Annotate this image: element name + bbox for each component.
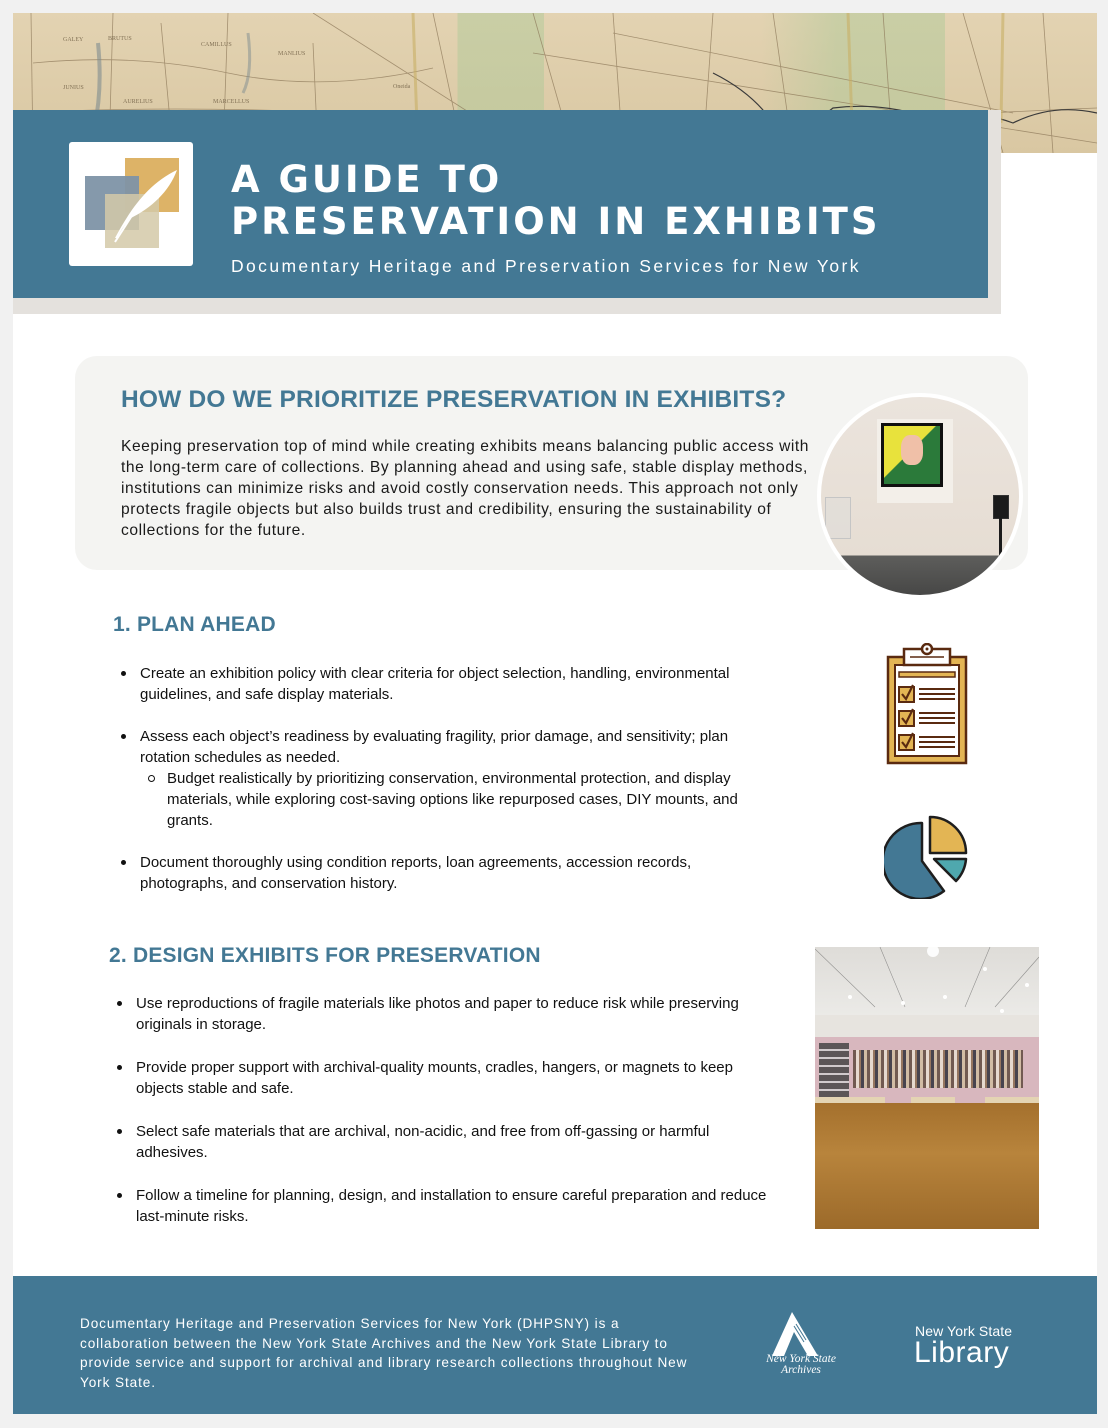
svg-text:GALEY: GALEY — [63, 37, 84, 43]
svg-text:BRUTUS: BRUTUS — [108, 36, 132, 42]
gallery-painting-photo — [817, 393, 1023, 599]
clipboard-checklist-icon — [886, 643, 968, 765]
footer — [13, 1276, 1097, 1414]
document-page — [13, 13, 1097, 1414]
svg-text:MANLIUS: MANLIUS — [278, 51, 306, 57]
pie-chart-icon — [884, 815, 968, 899]
bullet-dot-icon — [121, 860, 126, 865]
new-york-state-archives-logo-icon — [758, 1310, 844, 1388]
list-item: Assess each object’s readiness by evaluating fragility, prior damage, and sensitivity; plan rotation schedules as needed. — [140, 726, 780, 768]
exhibit-hall-photo — [815, 947, 1039, 1229]
title-line-1: A GUIDE TO — [231, 158, 503, 201]
bullet-dot-icon — [121, 671, 126, 676]
archives-logo-caption: New York State Archives — [766, 1353, 836, 1376]
plan-ahead-list — [140, 663, 780, 894]
svg-text:Oneida: Oneida — [393, 84, 411, 90]
header-banner — [13, 110, 988, 298]
intro-body: Keeping preservation top of mind while creating exhibits means balancing public access with the long-term care of collections. By planning ahead and using safe, stable display methods, institutions can minimize risks and avoid costly conservation needs. This approach not only protects fragile objects but also builds trust and credibility, ensuring the sustainability of collections for the future. — [121, 438, 810, 539]
bullet-dot-icon — [117, 1065, 122, 1070]
list-item: Create an exhibition policy with clear criteria for object selection, handling, environmental guidelines, and safe display materials. — [140, 663, 780, 705]
header-subtitle: Documentary Heritage and Preservation Services for New York — [231, 256, 861, 276]
bullet-dot-icon — [117, 1129, 122, 1134]
svg-text:JUNIUS: JUNIUS — [63, 85, 84, 91]
footer-description: Documentary Heritage and Preservation Services for New York (DHPSNY) is a collaboration between the New York State Archives and the New York State Library to provide service and support for archival and library research collections throughout New York State. — [80, 1316, 688, 1390]
bullet-dot-icon — [121, 734, 126, 739]
design-exhibits-list — [136, 993, 781, 1227]
intro-title: HOW DO WE PRIORITIZE PRESERVATION IN EXHIBITS? — [121, 386, 787, 413]
svg-text:AURELIUS: AURELIUS — [123, 99, 153, 105]
library-logo-small: New York State — [915, 1323, 1013, 1339]
svg-text:MARCELLUS: MARCELLUS — [213, 99, 250, 105]
bullet-dot-icon — [117, 1193, 122, 1198]
list-subitem: Budget realistically by prioritizing conservation, environmental protection, and display materials, while exploring cost-saving options like repurposed cases, DIY mounts, and grants. — [167, 768, 767, 831]
list-item: Provide proper support with archival-quality mounts, cradles, hangers, or magnets to keep objects stable and safe. — [136, 1057, 781, 1099]
section-heading-design-exhibits: 2. DESIGN EXHIBITS FOR PRESERVATION — [109, 944, 541, 967]
title-line-2: PRESERVATION IN EXHIBITS — [231, 200, 881, 243]
bullet-dot-icon — [117, 1001, 122, 1006]
quill-squares-logo-icon — [69, 142, 193, 266]
bullet-ring-icon — [148, 775, 155, 782]
library-logo-big: Library — [914, 1336, 1010, 1369]
section-heading-plan-ahead: 1. PLAN AHEAD — [113, 613, 276, 636]
list-item: Follow a timeline for planning, design, and installation to ensure careful preparation and reduce last-minute risks. — [136, 1185, 781, 1227]
list-item: Document thoroughly using condition reports, loan agreements, accession records, photographs, and conservation history. — [140, 852, 780, 894]
list-item: Use reproductions of fragile materials like photos and paper to reduce risk while preserving originals in storage. — [136, 993, 781, 1035]
svg-text:CAMILLUS: CAMILLUS — [201, 42, 232, 48]
list-item: Select safe materials that are archival, non-acidic, and free from off-gassing or harmful adhesives. — [136, 1121, 781, 1163]
